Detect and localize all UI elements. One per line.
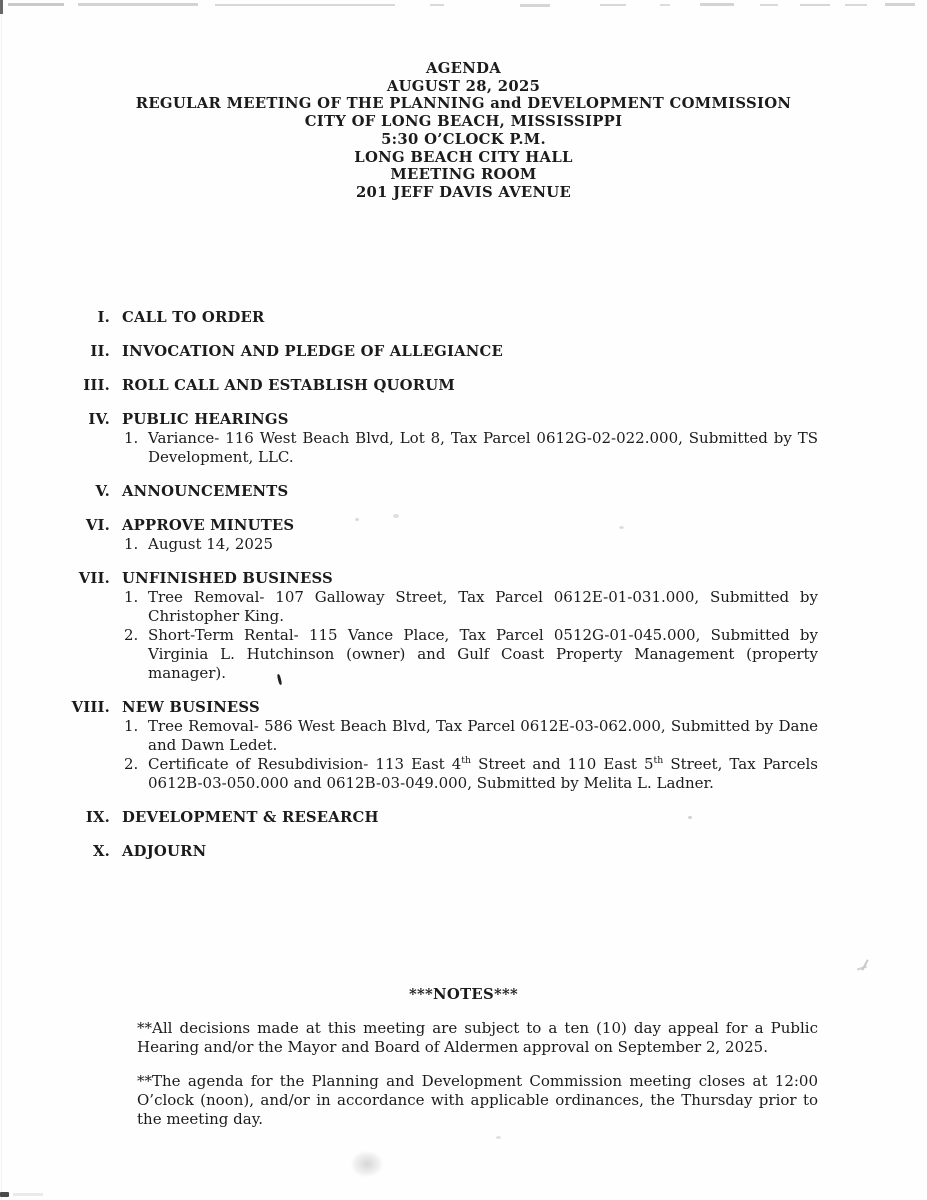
agenda-item-development-research <box>62 808 818 827</box>
agenda-list <box>62 308 818 876</box>
subitem-text: August 14, 2025 <box>148 535 274 553</box>
notes-paragraph-agenda-close: **The agenda for the Planning and Development Commission meeting closes at 12:00 O’clock (noon), and/or in accordance with applicable ordinances, the Thursday prior to the meeting day. <box>137 1072 818 1128</box>
scan-artifact <box>430 4 444 6</box>
scan-artifact <box>215 4 395 6</box>
item-numeral: IV. <box>88 411 110 428</box>
subitem-text: Certificate of Resubdivision- 113 East 4th Street and 110 East 5th Street, Tax Parcels 0612B-03-050.000 and 0612B-03-049.000, Submitted by Melita L. Ladner. <box>148 755 819 792</box>
sublist <box>122 717 818 793</box>
agenda-item-call-to-order <box>62 308 818 327</box>
item-title: UNFINISHED BUSINESS <box>122 570 333 587</box>
notes-section <box>137 1019 818 1144</box>
scan-artifact <box>700 3 734 6</box>
item-numeral: IX. <box>85 809 110 826</box>
agenda-item-invocation <box>62 342 818 361</box>
scan-artifact <box>861 959 868 971</box>
item-title: CALL TO ORDER <box>122 309 265 326</box>
scan-artifact <box>885 3 915 6</box>
scan-artifact <box>0 1192 9 1197</box>
header-line-meeting: REGULAR MEETING OF THE PLANNING and DEVELOPMENT COMMISSION <box>135 95 792 113</box>
header-line-date: AUGUST 28, 2025 <box>386 77 541 95</box>
agenda-item-new-business <box>62 698 818 793</box>
scan-artifact <box>800 4 830 6</box>
agenda-subitem <box>122 588 818 626</box>
header-line-agenda: AGENDA <box>425 60 502 77</box>
subitem-number: 1. <box>124 535 139 553</box>
agenda-subitem <box>122 717 818 755</box>
agenda-item-public-hearings <box>62 410 818 467</box>
agenda-item-unfinished-business <box>62 569 818 683</box>
agenda-item-roll-call <box>62 376 818 395</box>
item-title: PUBLIC HEARINGS <box>122 411 289 428</box>
item-title: DEVELOPMENT & RESEARCH <box>122 809 379 826</box>
notes-paragraph-appeal: **All decisions made at this meeting are subject to a ten (10) day appeal for a Public Hearing and/or the Mayor and Board of Aldermen approval on September 2, 2025. <box>137 1019 818 1056</box>
scan-artifact <box>660 4 670 6</box>
subitem-text: Tree Removal- 586 West Beach Blvd, Tax Parcel 0612E-03-062.000, Submitted by Dane and Dawn Ledet. <box>148 717 818 754</box>
subitem-text: Short-Term Rental- 115 Vance Place, Tax Parcel 0512G-01-045.000, Submitted by Virginia L. Hutchinson (owner) and Gulf Coast Property Management (property manager). <box>148 626 818 682</box>
agenda-item-adjourn <box>62 842 818 861</box>
item-title: ADJOURN <box>122 843 207 860</box>
scan-artifact <box>78 3 198 6</box>
sublist <box>122 429 818 467</box>
item-numeral: V. <box>95 483 110 500</box>
item-title: ANNOUNCEMENTS <box>122 483 289 500</box>
scan-artifact <box>845 4 867 6</box>
scan-artifact <box>600 4 626 6</box>
agenda-item-announcements <box>62 482 818 501</box>
agenda-subitem <box>122 429 818 467</box>
item-numeral: VI. <box>85 517 110 534</box>
item-numeral: I. <box>97 309 110 326</box>
agenda-subitem <box>122 535 818 554</box>
item-title: NEW BUSINESS <box>122 699 260 716</box>
smudge-artifact <box>352 1152 382 1176</box>
scan-artifact <box>857 966 867 971</box>
subitem-number: 1. <box>124 717 139 735</box>
subitem-number: 1. <box>124 588 139 606</box>
item-title: APPROVE MINUTES <box>122 517 295 534</box>
sublist <box>122 535 818 554</box>
scan-artifact <box>13 1193 43 1196</box>
notes-heading: ***NOTES*** <box>408 986 519 1003</box>
item-numeral: II. <box>90 343 110 360</box>
subitem-number: 2. <box>124 755 139 773</box>
scan-artifact <box>760 4 778 6</box>
subitem-text: Tree Removal- 107 Galloway Street, Tax Parcel 0612E-01-031.000, Submitted by Christopher King. <box>148 588 818 625</box>
subitem-text: Variance- 116 West Beach Blvd, Lot 8, Tax Parcel 0612G-02-022.000, Submitted by TS Development, LLC. <box>148 429 818 466</box>
document-header <box>0 60 927 202</box>
agenda-subitem <box>122 626 818 683</box>
scan-artifact <box>0 0 3 14</box>
agenda-item-approve-minutes <box>62 516 818 554</box>
header-line-address: 201 JEFF DAVIS AVENUE <box>355 183 572 201</box>
scan-artifact <box>8 3 64 6</box>
item-numeral: III. <box>83 377 110 394</box>
agenda-subitem <box>122 755 818 793</box>
item-numeral: VII. <box>78 570 110 587</box>
item-numeral: VIII. <box>71 699 110 716</box>
item-title: INVOCATION AND PLEDGE OF ALLEGIANCE <box>122 343 503 360</box>
header-line-time: 5:30 O’CLOCK P.M. <box>381 130 546 148</box>
header-line-venue: LONG BEACH CITY HALL <box>354 148 573 166</box>
sublist <box>122 588 818 683</box>
item-numeral: X. <box>92 843 110 860</box>
header-line-city: CITY OF LONG BEACH, MISSISSIPPI <box>304 113 623 131</box>
item-title: ROLL CALL AND ESTABLISH QUORUM <box>122 377 455 394</box>
header-line-room: MEETING ROOM <box>390 166 537 184</box>
subitem-number: 1. <box>124 429 139 447</box>
scan-artifact <box>520 4 550 7</box>
subitem-number: 2. <box>124 626 139 644</box>
